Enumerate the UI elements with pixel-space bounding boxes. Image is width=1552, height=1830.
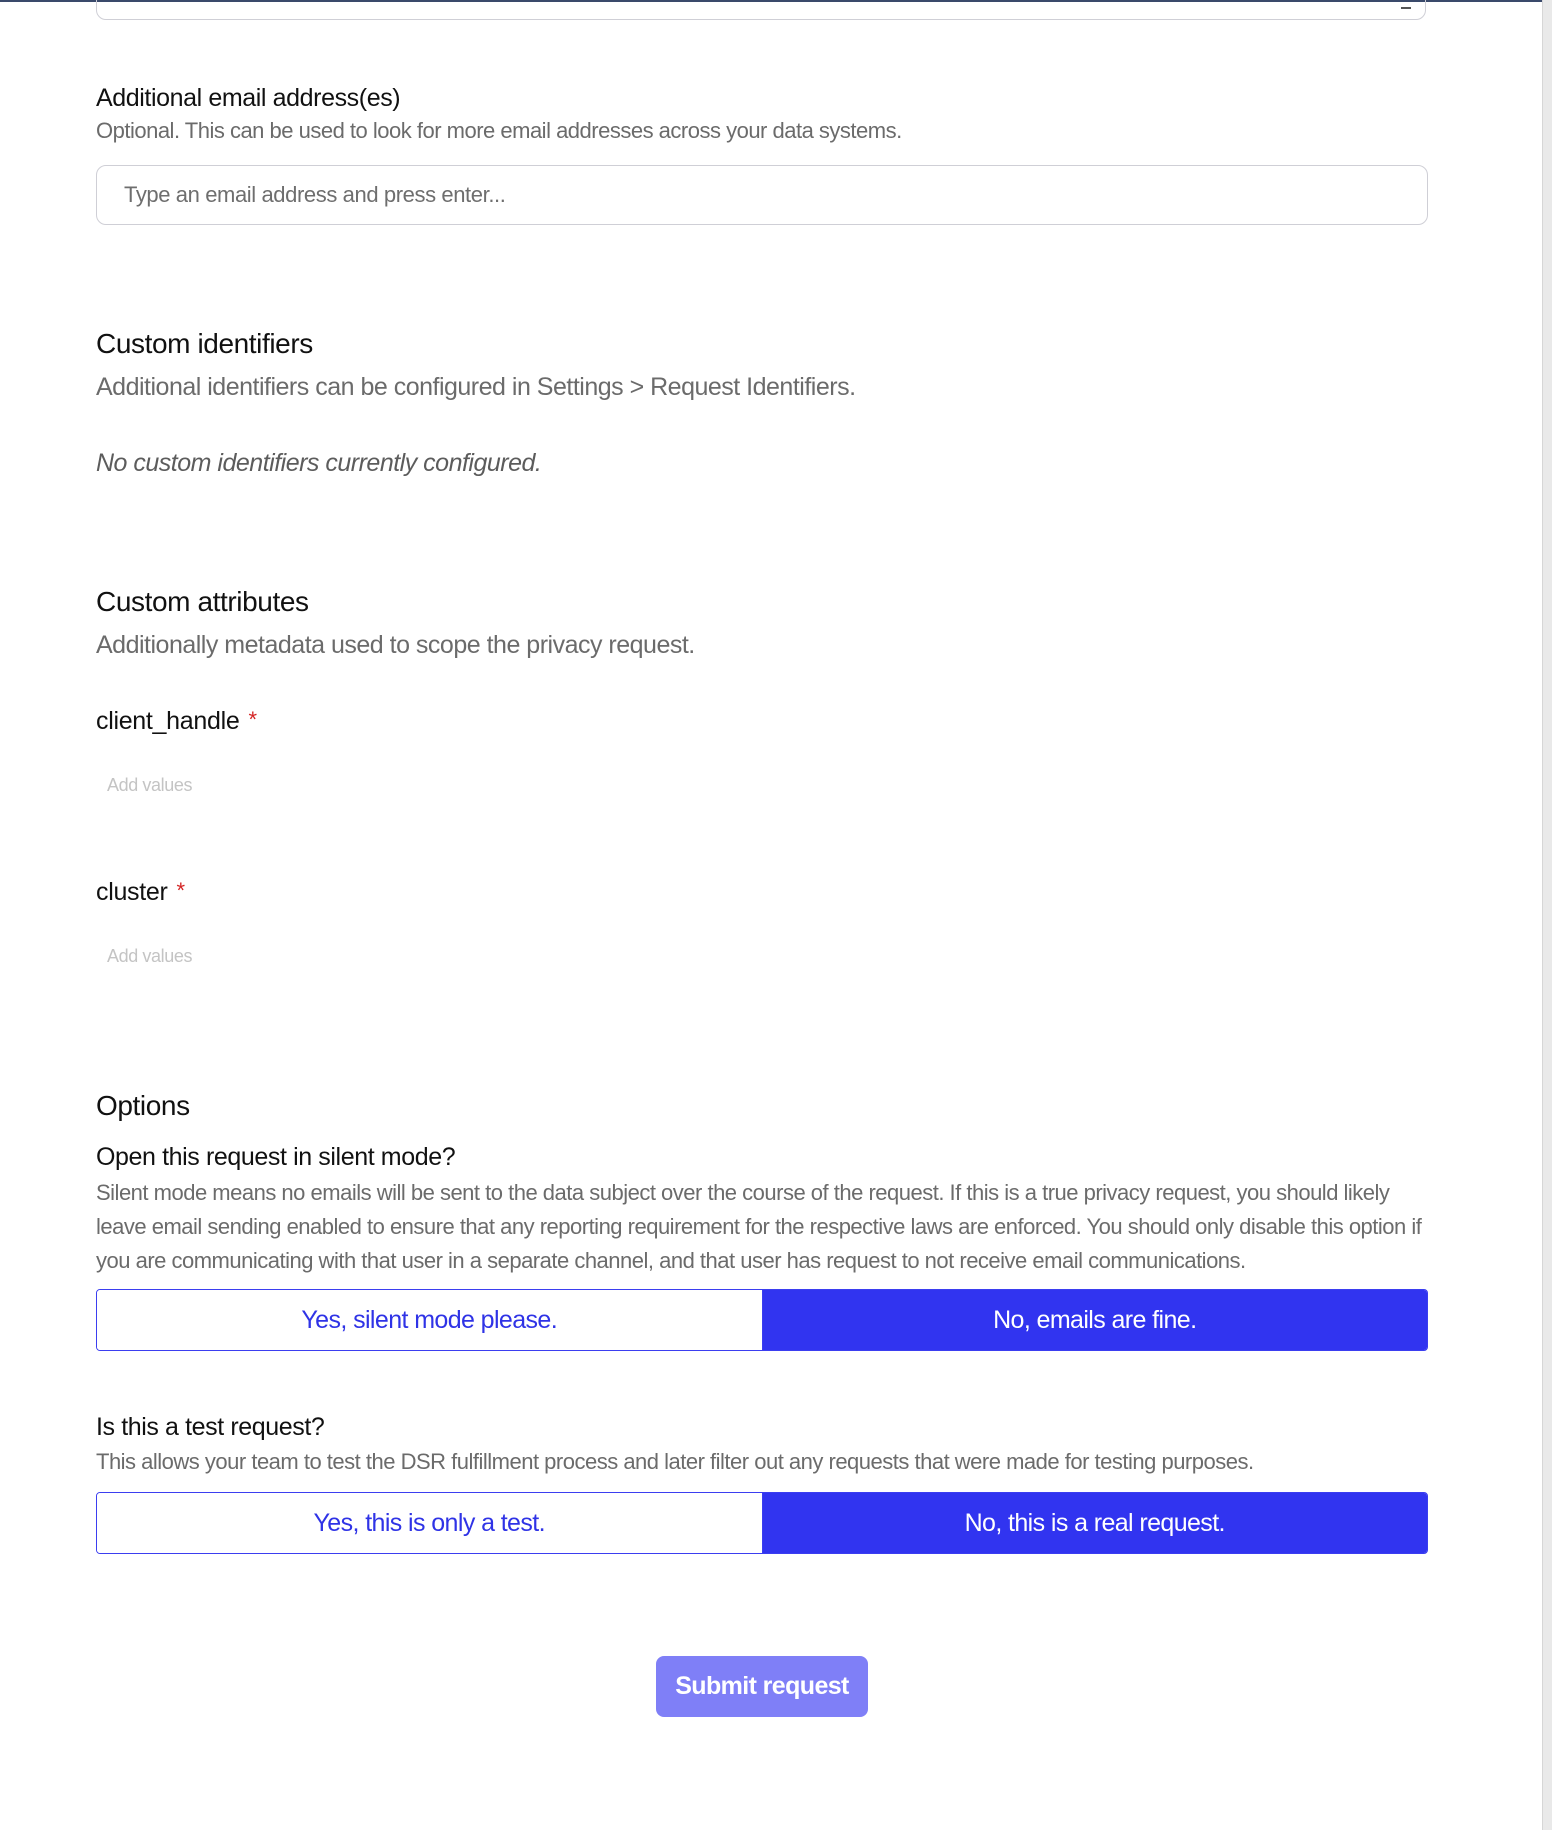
identifiers-section-description: Additional identifiers can be configured in Settings > Request Identifiers. <box>96 373 856 401</box>
test-request-yes-button[interactable]: Yes, this is only a test. <box>97 1493 763 1553</box>
additional-email-input[interactable] <box>96 165 1428 225</box>
chevron-down-icon <box>1401 1 1411 9</box>
submit-request-button[interactable]: Submit request <box>656 1656 868 1717</box>
silent-mode-no-button[interactable]: No, emails are fine. <box>763 1290 1428 1350</box>
attribute-label-text: cluster <box>96 878 168 906</box>
identifiers-section-title: Custom identifiers <box>96 328 313 359</box>
required-marker: * <box>248 707 257 732</box>
attribute-label-text: client_handle <box>96 707 240 735</box>
silent-mode-toggle <box>96 1289 1428 1351</box>
silent-mode-description: Silent mode means no emails will be sent to the data subject over the course of the request. If this is a true privacy request, you should likely leave email sending enabled to ensure that any reporting requirement for the respective laws are enforced. You should only disable this option if you are communicating with that user in a separate channel, and that user has request to not receive email communications. <box>96 1180 1422 1273</box>
identifiers-empty-note: No custom identifiers currently configured. <box>96 449 542 477</box>
email-section-description: Optional. This can be used to look for more email addresses across your data systems. <box>96 118 902 143</box>
previous-field-input[interactable] <box>96 0 1426 20</box>
attributes-section-title: Custom attributes <box>96 586 309 617</box>
silent-mode-question: Open this request in silent mode? <box>96 1143 456 1171</box>
options-section-title: Options <box>96 1090 190 1121</box>
attributes-section-description: Additionally metadata used to scope the privacy request. <box>96 631 695 659</box>
attribute-label-cluster <box>96 878 185 907</box>
test-request-no-button[interactable]: No, this is a real request. <box>763 1493 1428 1553</box>
cluster-values input[interactable] <box>96 936 718 976</box>
silent-mode-yes-button[interactable]: Yes, silent mode please. <box>97 1290 763 1350</box>
attribute-label-client-handle <box>96 707 257 736</box>
required-marker: * <box>176 878 185 903</box>
test-request-description: This allows your team to test the DSR fulfillment process and later filter out any requests that were made for testing purposes. <box>96 1449 1254 1474</box>
client-handle-values-input[interactable] <box>96 765 718 805</box>
test-request-toggle <box>96 1492 1428 1554</box>
scrollbar-track[interactable] <box>1542 0 1552 1830</box>
email-section-title: Additional email address(es) <box>96 84 401 112</box>
test-request-question: Is this a test request? <box>96 1413 325 1441</box>
